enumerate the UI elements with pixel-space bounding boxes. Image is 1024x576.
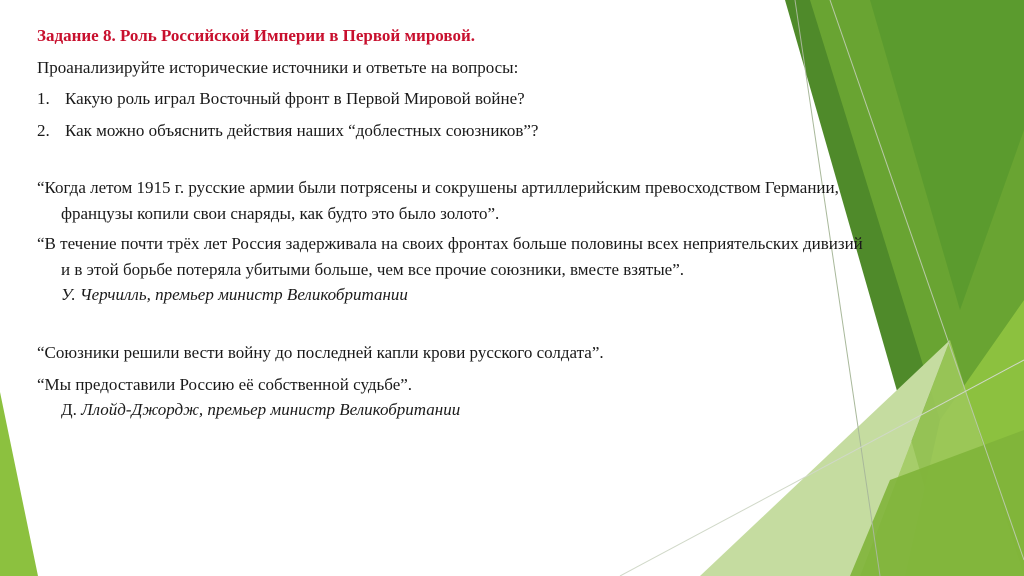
quote-2-line-1: “В течение почти трёх лет Россия задерживала на своих фронтах больше половины всех неприятельских дивизий <box>37 234 863 253</box>
author-2-initial: Д. <box>61 400 77 419</box>
question-1-text: Какую роль играл Восточный фронт в Первой Мировой войне? <box>65 89 525 108</box>
quote-2-line-2: и в этой борьбе потеряла убитыми больше, чем все прочие союзники, вместе взятые”. <box>61 260 684 279</box>
quote-4: “Мы предоставили Россию её собственной судьбе”. <box>37 375 413 394</box>
quote-2-author: У. Черчилль, премьер министр Великобритании <box>61 285 408 304</box>
question-1 <box>37 89 525 109</box>
author-2 <box>61 400 460 420</box>
author-2-name: Ллойд-Джордж, премьер министр Великобритании <box>81 400 461 419</box>
question-2-number: 2. <box>37 121 50 140</box>
question-1-number: 1. <box>37 89 50 108</box>
quote-3: “Союзники решили вести войну до последней капли крови русского солдата”. <box>37 343 604 362</box>
left-green-shape <box>0 392 38 576</box>
question-2-text: Как можно объяснить действия наших “доблестных союзников”? <box>65 121 539 140</box>
quote-1-line-1: “Когда летом 1915 г. русские армии были потрясены и сокрушены артиллерийским превосходством Германии, <box>37 178 839 197</box>
instruction-text: Проанализируйте исторические источники и ответьте на вопросы: <box>37 58 519 77</box>
question-2 <box>37 121 538 141</box>
quote-1-line-2: французы копили свои снаряды, как будто это было золото”. <box>61 204 500 223</box>
slide-title: Задание 8. Роль Российской Империи в Первой мировой. <box>37 26 475 45</box>
